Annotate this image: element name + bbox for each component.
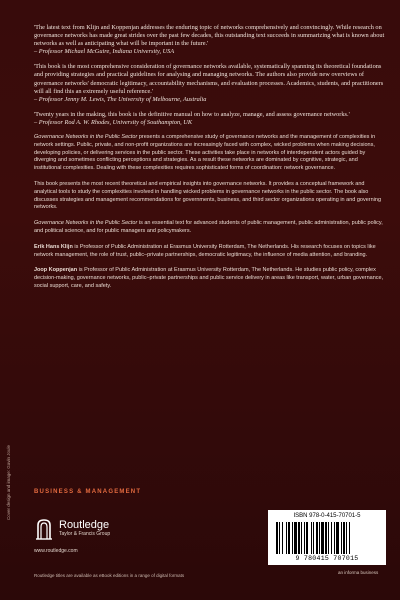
parent-company: an informa business: [338, 570, 379, 575]
review-attribution: – Professor Jenny M. Lewis, The University of Melbourne, Australia: [34, 95, 207, 103]
routledge-logo-icon: [34, 517, 54, 541]
publisher-website: www.routledge.com: [34, 548, 78, 554]
review-attribution: – Professor Michael McGuire, Indiana University, USA: [34, 48, 175, 56]
author-bio-text: is Professor of Public Administration at Erasmus University Rotterdam, The Netherlands. His research focuses on topics like network management, the role of trust, public–private partnerships, democratic legitimacy, the influence of media attention, and branding.: [34, 243, 376, 258]
review-quote-text: 'The latest text from Klijn and Koppenjan addresses the enduring topic of networks comprehensively and convincingly. While research on governance networks has made great strides over the past few decades, this outstanding text succeeds in summarizing what is known about networks as well as anticipating what will be important in the future.': [34, 24, 385, 48]
isbn-barcode: [268, 510, 386, 565]
review-attribution: – Professor Rod A. W. Rhodes, University of Southampton, UK: [34, 118, 193, 126]
review-quote-text: 'This book is the most comprehensive consideration of governance networks available, systematically spanning its theoretical foundations and providing strategies and practical guidelines for analysing and managing networks. The authors also provide new overviews of governance networks' democratic legitimacy, accountability mechanisms, and evaluation processes. Academics, students, and practitioners will all find this an extremely useful reference.': [34, 63, 384, 95]
author-bio-text: is Professor of Public Administration at Erasmus University Rotterdam, The Netherlands. He studies public policy, complex decision-making, governance networks, public–private partnerships and public service delivery in areas like transport, water, urban governance, social support, care, and safety.: [34, 267, 384, 289]
author-name: Erik Hans Klijn: [34, 243, 73, 250]
review-quote: [34, 111, 386, 127]
description-text: This book presents the most recent theoretical and empirical insights into governance networks. It provides a conceptual framework and analytical tools to study the complexities involved in handling wicked problems in governance networks in the public sector. The book also discusses strategies and management recommendations for governments, business, and third sector organizations operating in and governing networks.: [34, 181, 382, 211]
author-bio: [34, 267, 386, 290]
ebook-note: Routledge titles are available as eBook editions in a range of digital formats: [34, 573, 185, 578]
author-name: Joop Koppenjan: [34, 267, 78, 274]
cover-design-credit: Cover design and image: Gavin Joule: [6, 444, 11, 520]
description-paragraph: [34, 220, 386, 236]
description-paragraph: [34, 181, 386, 212]
author-bio: [34, 244, 386, 260]
barcode-digits: 9 780415 707015: [295, 555, 359, 562]
description-paragraph: [34, 134, 386, 173]
isbn-number: ISBN 978-0-415-70701-5: [293, 513, 361, 519]
publisher-subtitle: Taylor & Francis Group: [59, 531, 111, 537]
publisher-text: [59, 520, 110, 538]
category-label: BUSINESS & MANAGEMENT: [34, 489, 142, 495]
book-title-italic: Governance Networks in the Public Sector: [34, 220, 138, 227]
cover-content: [34, 24, 386, 299]
review-quote: [34, 24, 386, 56]
barcode-icon: [274, 522, 380, 554]
review-quote: [34, 63, 386, 103]
book-title-italic: Governance Networks in the Public Sector: [34, 134, 138, 141]
review-quote-text: 'Twenty years in the making, this book is the definitive manual on how to analyze, manage, and assess governance networks.': [34, 110, 350, 118]
publisher-block: [34, 517, 110, 541]
publisher-name: Routledge: [59, 519, 110, 531]
description-text: is an essential text for advanced students of public management, public administration, public policy, and political science, and for public managers and policymakers.: [34, 220, 383, 234]
description-text: presents a comprehensive study of governance networks and the management of complexities in network settings. Public, private, and non-profit organizations are increasingly faced with complex, wicked problems when making decisions, developing policies, or delivering services in the public sector. These activities take place in networks of interdependent actors guided by diverging and sometimes conflicting perceptions and strategies. As a result these networks are dominated by cognitive, strategic, and institutional complexities. Dealing with these complexities requires sophisticated forms of coordination: network governance.: [34, 134, 376, 172]
